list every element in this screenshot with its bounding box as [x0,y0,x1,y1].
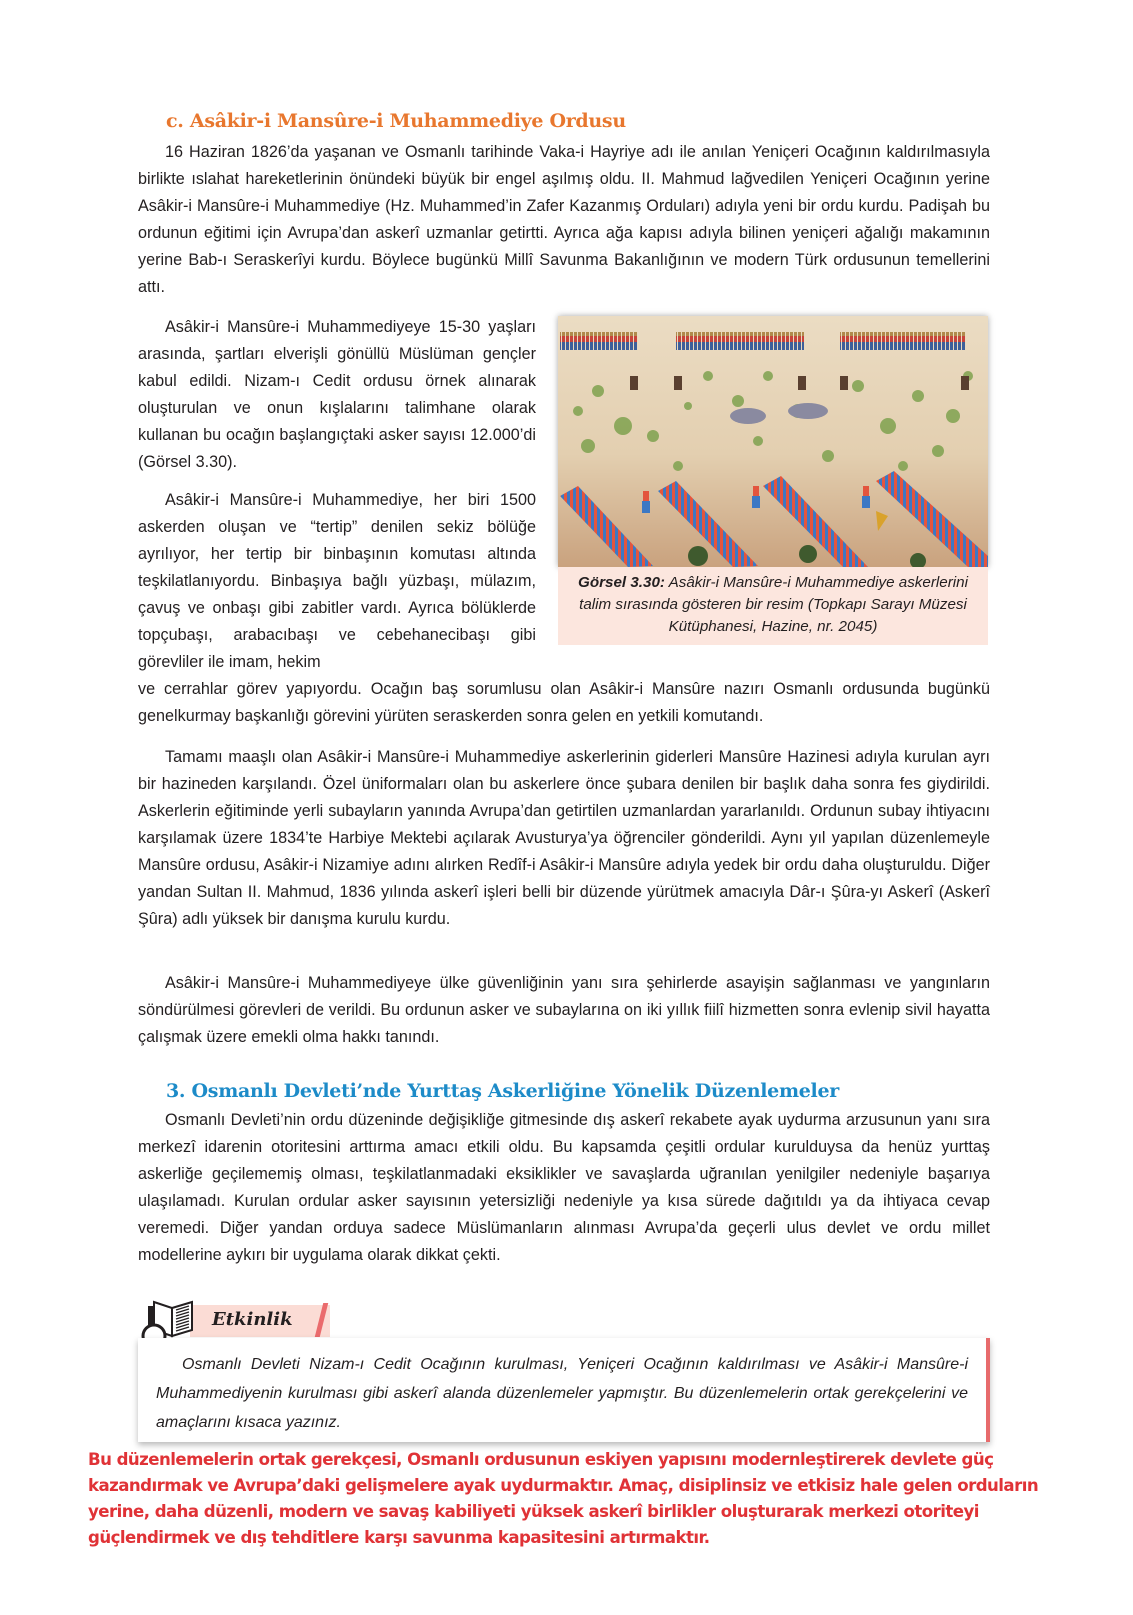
paragraph-recruitment [138,314,536,476]
paragraph-duties [138,970,990,1051]
paragraph-finances [138,744,990,933]
paragraph-text: 16 Haziran 1826’da yaşanan ve Osmanlı tarihinde Vaka-i Hayriye adı ile anılan Yeniçeri Ocağının kaldırılmasıyla birlikte ıslahat hareketlerinin önündeki büyük bir engel aşılmış oldu. II. Mahmud lağvedilen Yeniçeri Ocağının yerine Asâkir-i Mansûre-i Muhammediye (Hz. Muhammed’in Zafer Kazanmış Orduları) adıyla yeni bir ordu kurdu. Padişah bu ordunun eğitimi için Avrupa’dan askerî uzmanlar getirtti. Ayrıca ağa kapısı adıyla bilinen yeniçeri ağalığı makamının yerine Bab-ı Seraskerîyi kurdu. Böylece bugünkü Millî Savunma Bakanlığının ve modern Türk ordusunun temellerini attı. [138,143,990,296]
paragraph-intro [138,139,990,301]
figure-caption-text: Asâkir-i Mansûre-i Muhammediye askerlerini talim sırasında gösteren bir resim (Topkapı Sarayı Müzesi Kütüphanesi, Hazine, nr. 2045) [579,574,968,635]
paragraph-organization [138,487,536,676]
paragraph-text: Asâkir-i Mansûre-i Muhammediyeye ülke güvenliğinin yanı sıra şehirlerde asayişin sağlanması ve yangınların söndürülmesi görevleri de verildi. Bu ordunun asker ve subaylarına on iki yıllık fiilî hizmetten sonra evlenip sivil hayatta çalışmak üzere emekli olma hakkı tanındı. [138,974,990,1046]
paragraph-organization-continued: ve cerrahlar görev yapıyordu. Ocağın baş sorumlusu olan Asâkir-i Mansûre nazırı Osmanlı ordusunda bugünkü genelkurmay başkanlığı görevini yürüten seraskerden sonra gelen en yetkili komutandı. [138,680,990,725]
section-heading-3: 3. Osmanlı Devleti’nde Yurttaş Askerliğine Yönelik Düzenlemeler [166,1080,839,1102]
soldiers-drill-painting-image [558,316,988,567]
section-heading-c: c. Asâkir-i Mansûre-i Muhammediye Ordusu [166,110,626,132]
handwritten-answer: Bu düzenlemelerin ortak gerekçesi, Osmanlı ordusunun eskiyen yapısını modernleştirerek devlete güç kazandırmak ve Avrupa’daki gelişmelere ayak uydurmaktır. Amaç, disiplinsiz ve etkisiz hale gelen orduların yerine, daha düzenli, modern ve savaş kabiliyeti yüksek askerî birlikler oluşturarak merkezi otoriteyi güçlendirmek ve dış tehditlere karşı savunma kapasitesini artırmaktır. [88,1450,1039,1547]
activity-question [156,1350,968,1437]
paragraph-text: Asâkir-i Mansûre-i Muhammediye, her biri 1500 askerden oluşan ve “tertip” denilen sekiz bölüğe ayrılıyor, her tertip bir binbaşının komutası altında teşkilatlanıyordu. Binbaşıya bağlı yüzbaşı, mülazım, çavuş ve onbaşı gibi zabitler vardı. Ayrıca bölüklerde topçubaşı, arabacıbaşı ve cebehanecibaşı gibi görevliler ile imam, hekim [138,491,536,671]
activity-question-box [138,1338,990,1442]
figure-label: Görsel 3.30: [578,574,665,591]
paragraph-text: Osmanlı Devleti’nin ordu düzeninde değişikliğe gitmesinde dış askerî rekabete ayak uydurma arzusunun yanı sıra merkezî idarenin otoritesini arttırma amacı etkili oldu. Bu kapsamda çeşitli ordular kurulduysa da henüz yurttaş askerliğe geçilememiş olması, teşkilatlanmadaki eksiklikler ve savaşlarda uğranılan yenilgiler nedeniyle başarıya ulaşılamadı. Kurulan ordular asker sayısının yetersizliği nedeniyle ya kısa sürede dağıtıldı ya da ihtiyaca cevap veremedi. Diğer yandan orduya sadece Müslümanların alınması Avrupa’da geçerli ulus devlet ve ordu millet modellerine aykırı bir uygulama olarak dikkat çekti. [138,1111,990,1264]
paragraph-citizen-military [138,1107,990,1269]
paragraph-text: Asâkir-i Mansûre-i Muhammediyeye 15-30 yaşları arasında, şartları elverişli gönüllü Müslüman gençler kabul edildi. Nizam-ı Cedit ordusu örnek alınarak oluşturulan ve onun kışlalarını talimhane olarak kullanan bu ocağın başlangıçtaki asker sayısı 12.000’di (Görsel 3.30). [138,318,536,471]
figure-painting [558,316,988,567]
activity-question-text: Osmanlı Devleti Nizam-ı Cedit Ocağının kurulması, Yeniçeri Ocağının kaldırılması ve Asâkir-i Mansûre-i Muhammediyenin kurulması gibi askerî alanda düzenlemeler yapmıştır. Bu düzenlemelerin ortak gerekçelerini ve amaçlarını kısaca yazınız. [156,1356,968,1431]
figure-caption [558,567,988,645]
activity-label: Etkinlik [212,1309,293,1330]
paragraph-text: Tamamı maaşlı olan Asâkir-i Mansûre-i Muhammediye askerlerinin giderleri Mansûre Hazinesi adıyla kurulan ayrı bir hazineden karşılandı. Özel üniformaları olan bu askerlere önce şubara denilen bir başlık daha sonra fes giydirildi. Askerlerin eğitiminde yerli subayların yanında Avrupa’dan getirtilen uzmanlardan yararlanıldı. Ordunun subay ihtiyacını karşılamak üzere 1834’te Harbiye Mektebi açılarak Avusturya’ya öğrenciler gönderildi. Aynı yıl yapılan düzenlemeyle Mansûre ordusu, Asâkir-i Nizamiye adını alırken Redîf-i Asâkir-i Mansûre adıyla yedek bir ordu daha oluşturuldu. Diğer yandan Sultan II. Mahmud, 1836 yılında askerî işleri belli bir düzende yürütmek amacıyla Dâr-ı Şûra-yı Askerî (Askerî Şûra) adlı yüksek bir danışma kurulu kurdu. [138,748,990,928]
